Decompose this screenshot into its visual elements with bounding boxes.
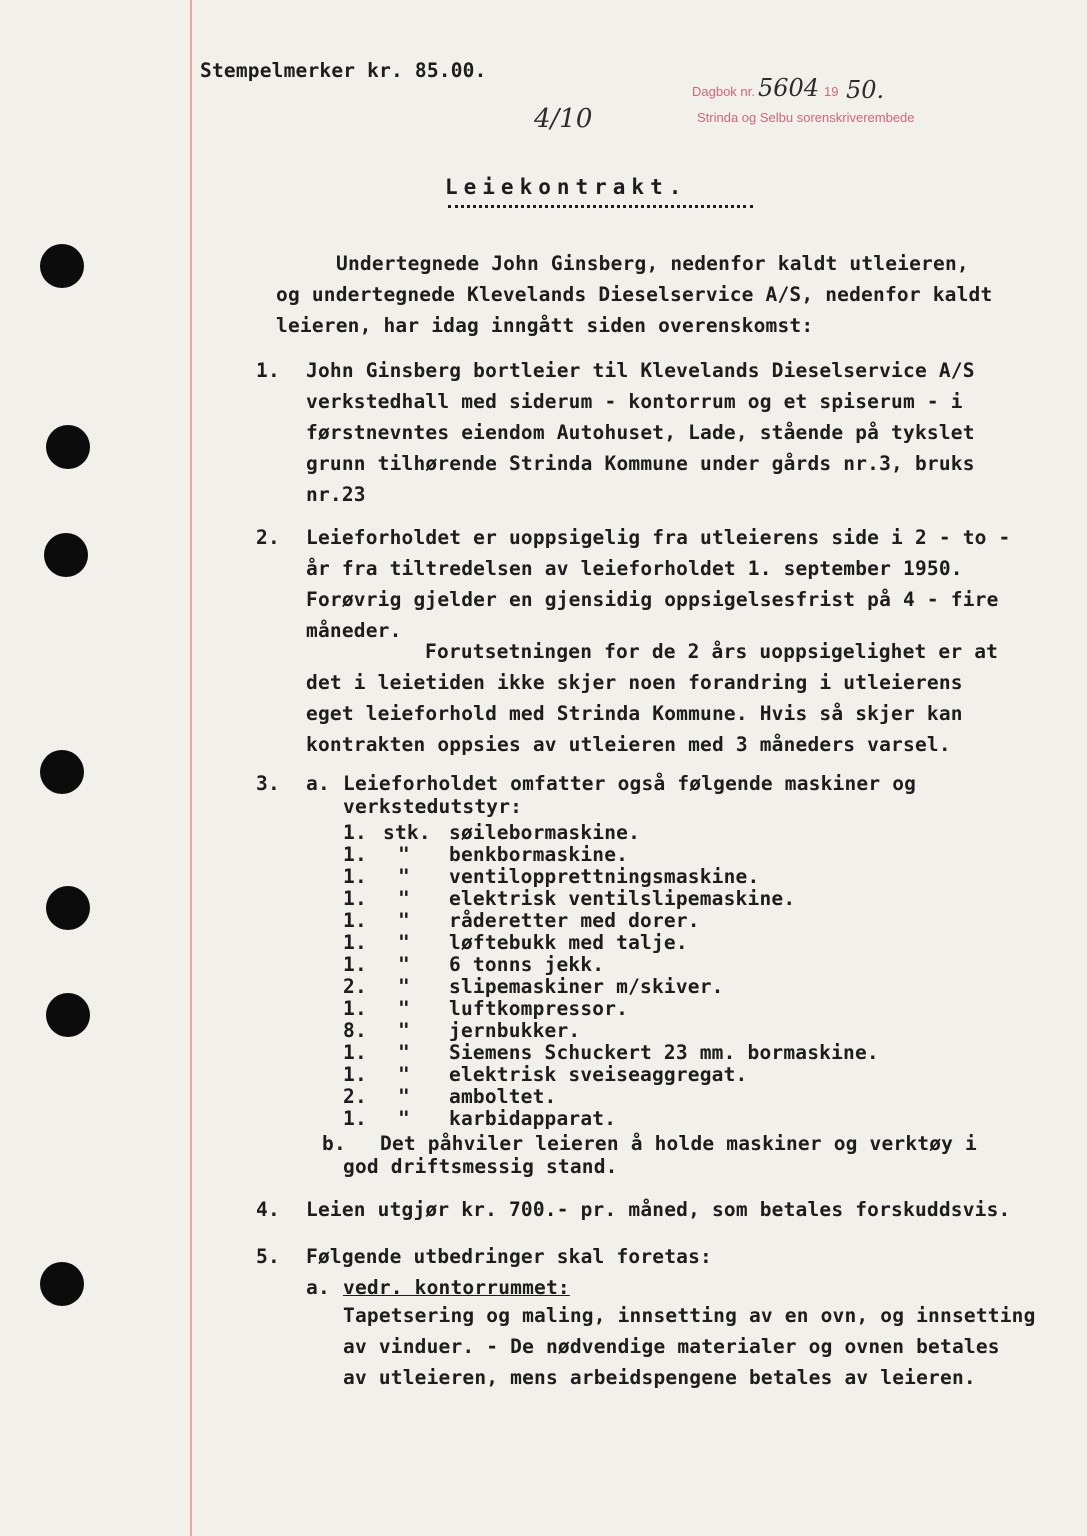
equipment-name: elektrisk sveiseaggregat. [449, 1063, 748, 1086]
ditto-mark: " [398, 975, 410, 998]
intro-line: og undertegnede Klevelands Dieselservice A/S, nedenfor kaldt [276, 283, 993, 306]
equipment-qty: 2. [343, 975, 367, 998]
journal-stamp-prefix: Dagbok nr. [692, 84, 755, 99]
sub-label: a. [306, 1276, 330, 1299]
section-number: 5. [256, 1245, 280, 1268]
ditto-mark: " [398, 931, 410, 954]
equipment-qty: 8. [343, 1019, 367, 1042]
equipment-qty: 1. [343, 1107, 367, 1130]
section3-b-line: god driftsmessig stand. [343, 1155, 618, 1178]
equipment-qty: 1. [343, 1041, 367, 1064]
sub-label: b. [322, 1132, 346, 1155]
section2-line: Forøvrig gjelder en gjensidig oppsigelsesfrist på 4 - fire [306, 588, 999, 611]
ditto-mark: " [398, 1019, 410, 1042]
ditto-mark: " [398, 843, 410, 866]
equipment-name: amboltet. [449, 1085, 557, 1108]
section1-line: verkstedhall med siderum - kontorrum og et spiserum - i [306, 390, 963, 413]
section4-text: Leien utgjør kr. 700.- pr. måned, som betales forskuddsvis. [306, 1198, 1011, 1221]
equipment-qty: 1. [343, 887, 367, 910]
ditto-mark: " [398, 953, 410, 976]
binder-hole [44, 533, 88, 577]
section5-line: av utleieren, mens arbeidspengene betales av leieren. [343, 1366, 976, 1389]
journal-number: 5604 [758, 74, 820, 102]
section2-line: år fra tiltredelsen av leieforholdet 1. september 1950. [306, 557, 963, 580]
section1-line: grunn tilhørende Strinda Kommune under gårds nr.3, bruks [306, 452, 975, 475]
binder-hole [46, 425, 90, 469]
equipment-name: jernbukker. [449, 1019, 581, 1042]
binder-hole [40, 750, 84, 794]
section1-line: førstnevntes eiendom Autohuset, Lade, stående på tykslet [306, 421, 975, 444]
equipment-name: luftkompressor. [449, 997, 629, 1020]
equipment-name: råderetter med dorer. [449, 909, 700, 932]
equipment-name: 6 tonns jekk. [449, 953, 605, 976]
journal-year: 50. [846, 76, 885, 104]
margin-line [190, 0, 192, 1536]
journal-office: Strinda og Selbu sorenskriverembede [697, 110, 915, 125]
section-number: 2. [256, 526, 280, 549]
equipment-name: karbidapparat. [449, 1107, 617, 1130]
equipment-qty: 1. [343, 1063, 367, 1086]
equipment-name: søilebormaskine. [449, 821, 641, 844]
section-number: 3. [256, 772, 280, 795]
binder-hole [46, 993, 90, 1037]
section-number: 1. [256, 359, 280, 382]
section5-line: av vinduer. - De nødvendige materialer og ovnen betales [343, 1335, 1000, 1358]
equipment-qty: 2. [343, 1085, 367, 1108]
section1-line: nr.23 [306, 483, 366, 506]
section5-subheading: vedr. kontorrummet: [343, 1276, 570, 1299]
section2-line: måneder. [306, 619, 402, 642]
equipment-qty: 1. [343, 931, 367, 954]
ditto-mark: " [398, 1085, 410, 1108]
stamp-duty-line: Stempelmerker kr. 85.00. [200, 59, 487, 82]
equipment-name: benkbormaskine. [449, 843, 629, 866]
handwritten-fraction: 4/10 [534, 104, 593, 134]
ditto-mark: " [398, 887, 410, 910]
equipment-qty: 1. [343, 953, 367, 976]
intro-line: Undertegnede John Ginsberg, nedenfor kaldt utleieren, [336, 252, 969, 275]
equipment-name: løftebukk med talje. [449, 931, 688, 954]
section1-line: John Ginsberg bortleier til Klevelands Dieselservice A/S [306, 359, 975, 382]
ditto-mark: " [398, 1063, 410, 1086]
section2-para2-line: eget leieforhold med Strinda Kommune. Hvis så skjer kan [306, 702, 963, 725]
section3-b-line: Det påhviler leieren å holde maskiner og verktøy i [380, 1132, 977, 1155]
binder-hole [46, 886, 90, 930]
equipment-qty: 1. [343, 997, 367, 1020]
binder-hole [40, 1262, 84, 1306]
equipment-qty: 1. [343, 909, 367, 932]
equipment-qty: 1. [343, 843, 367, 866]
ditto-mark: " [398, 1041, 410, 1064]
intro-line: leieren, har idag inngått siden overenskomst: [276, 314, 814, 337]
ditto-mark: " [398, 997, 410, 1020]
equipment-name: elektrisk ventilslipemaskine. [449, 887, 796, 910]
section5-heading: Følgende utbedringer skal foretas: [306, 1245, 712, 1268]
section2-para2-line: kontrakten oppsies av utleieren med 3 måneders varsel. [306, 733, 951, 756]
equipment-qty: 1. [343, 865, 367, 888]
equipment-name: ventilopprettningsmaskine. [449, 865, 760, 888]
section3-a-line: Leieforholdet omfatter også følgende maskiner og [343, 772, 917, 795]
ditto-mark: " [398, 865, 410, 888]
equipment-qty: 1. [343, 821, 367, 844]
equipment-unit: stk. [383, 821, 431, 844]
section2-para2-line: det i leietiden ikke skjer noen forandring i utleierens [306, 671, 963, 694]
ditto-mark: " [398, 909, 410, 932]
equipment-name: Siemens Schuckert 23 mm. bormaskine. [449, 1041, 879, 1064]
title-underline [448, 205, 753, 208]
section2-line: Leieforholdet er uoppsigelig fra utleierens side i 2 - to - [306, 526, 1011, 549]
section-number: 4. [256, 1198, 280, 1221]
document-title: Leiekontrakt. [445, 175, 688, 199]
section5-line: Tapetsering og maling, innsetting av en ovn, og innsetting [343, 1304, 1036, 1327]
equipment-name: slipemaskiner m/skiver. [449, 975, 724, 998]
ditto-mark: " [398, 1107, 410, 1130]
sub-label: a. [306, 772, 330, 795]
journal-year-label: 19 [824, 84, 839, 99]
section2-para2-line: Forutsetningen for de 2 års uoppsigelighet er at [425, 640, 999, 663]
section3-a-line: verkstedutstyr: [343, 795, 523, 818]
binder-hole [40, 244, 84, 288]
